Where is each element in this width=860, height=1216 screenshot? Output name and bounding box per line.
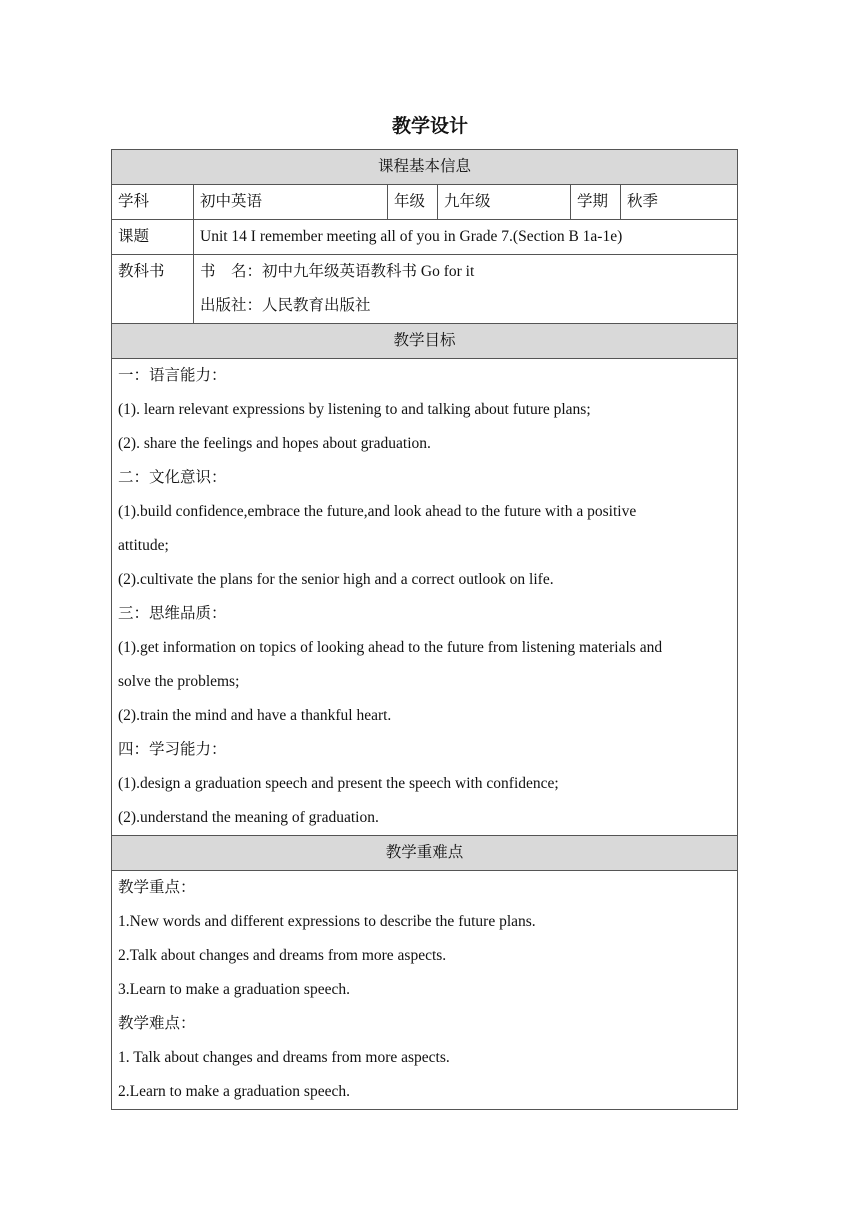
objective-line: (1).get information on topics of looking ahead to the future from listening materials and [118,639,663,656]
textbook-row [112,255,738,324]
key-points-header: 教学重难点 [112,836,738,871]
key-points-content [112,871,738,1110]
objective-line: (1). learn relevant expressions by listening to and talking about future plans; [118,401,591,418]
key-point-line: 1.New words and different expressions to describe the future plans. [118,913,536,930]
objective-line: solve the problems; [118,673,240,690]
term-value: 秋季 [621,185,738,220]
course-info-header-row [112,150,738,185]
objectives-header: 教学目标 [112,324,738,359]
grade-label: 年级 [388,185,438,220]
objective-line: (1).design a graduation speech and present the speech with confidence; [118,775,559,792]
key-points-header-row [112,836,738,871]
objective-line: (2).understand the meaning of graduation. [118,809,379,826]
objective-line: (1).build confidence,embrace the future,and look ahead to the future with a positive [118,503,637,520]
key-points-row [112,871,738,1110]
topic-row [112,220,738,255]
document-title: 教学设计 [391,116,468,137]
objective-line: 二：文化意识： [118,469,227,486]
key-point-line: 教学重点： [118,879,196,896]
objective-line: (2).train the mind and have a thankful heart. [118,707,392,724]
term-label: 学期 [571,185,621,220]
textbook-name: 书 名：初中九年级英语教科书 Go for it [200,263,475,280]
objectives-content [112,359,738,836]
topic-label: 课题 [112,220,194,255]
key-point-line: 2.Talk about changes and dreams from more aspects. [118,947,447,964]
textbook-publisher: 出版社：人民教育出版社 [200,297,371,314]
lesson-plan-table [111,149,738,1110]
key-point-line: 3.Learn to make a graduation speech. [118,981,350,998]
subject-value: 初中英语 [194,185,388,220]
key-point-line: 教学难点： [118,1015,196,1032]
course-info-header: 课程基本信息 [112,150,738,185]
subject-row [112,185,738,220]
objective-line: 一：语言能力： [118,367,227,384]
key-point-line: 2.Learn to make a graduation speech. [118,1083,350,1100]
grade-value: 九年级 [438,185,571,220]
textbook-info [194,255,738,324]
topic-value: Unit 14 I remember meeting all of you in Grade 7.(Section B 1a-1e) [194,220,738,255]
objective-line: 三：思维品质： [118,605,227,622]
subject-label: 学科 [112,185,194,220]
objective-line: (2). share the feelings and hopes about graduation. [118,435,431,452]
objective-line: (2).cultivate the plans for the senior high and a correct outlook on life. [118,571,554,588]
key-point-line: 1. Talk about changes and dreams from more aspects. [118,1049,450,1066]
textbook-label: 教科书 [112,255,194,324]
objective-line: attitude; [118,537,169,554]
objective-line: 四：学习能力： [118,741,227,758]
objectives-header-row [112,324,738,359]
objectives-row [112,359,738,836]
